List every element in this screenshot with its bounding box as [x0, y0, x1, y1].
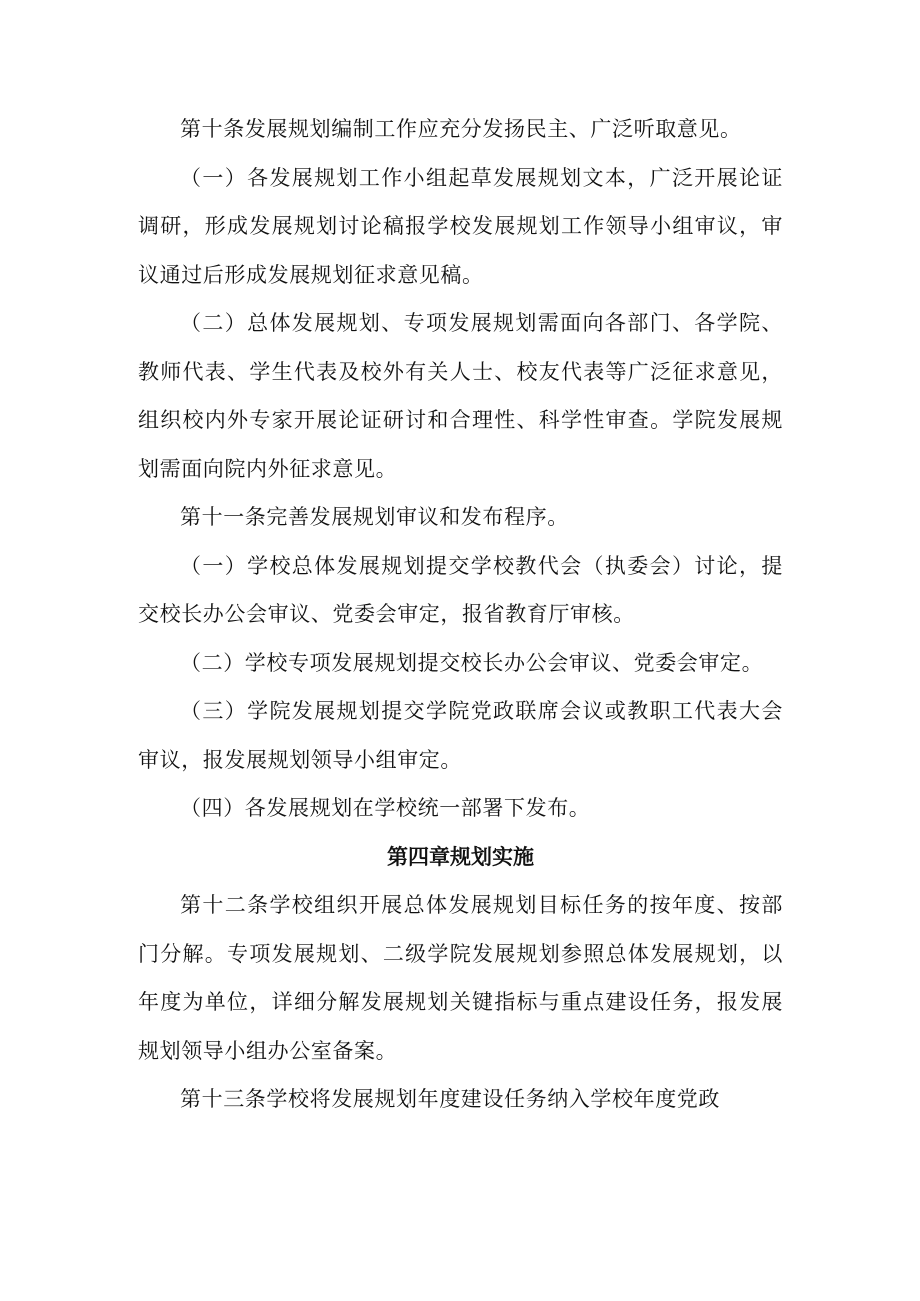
article-11-item-1: （一）学校总体发展规划提交学校教代会（执委会）讨论，提交校长办公会审议、党委会审定，报省教育厅审核。: [138, 553, 783, 626]
article-10-paragraph: 第十条发展规划编制工作应充分发扬民主、广泛听取意见。: [180, 117, 742, 141]
article-10-item-1: （一）各发展规划工作小组起草发展规划文本，广泛开展论证调研，形成发展规划讨论稿报学校发展规划工作领导小组审议，审议通过后形成发展规划征求意见稿。: [138, 165, 783, 287]
article-13-paragraph: 第十三条学校将发展规划年度建设任务纳入学校年度党政: [180, 1087, 720, 1111]
chapter-heading: 第四章规划实施: [387, 844, 534, 869]
article-11-item-4: （四）各发展规划在学校统一部署下发布。: [180, 796, 591, 820]
article-10-item-2: （二）总体发展规划、专项发展规划需面向各部门、各学院、教师代表、学生代表及校外有关人士、校友代表等广泛征求意见，组织校内外专家开展论证研讨和合理性、科学性审查。学院发展规划需面向院内外征求意见。: [138, 311, 783, 481]
article-11-paragraph: 第十一条完善发展规划审议和发布程序。: [180, 505, 569, 529]
article-12-paragraph: 第十二条学校组织开展总体发展规划目标任务的按年度、按部门分解。专项发展规划、二级学院发展规划参照总体发展规划，以年度为单位，详细分解发展规划关键指标与重点建设任务，报发展规划领导小组办公室备案。: [138, 893, 783, 1063]
article-11-item-2: （二）学校专项发展规划提交校长办公会审议、党委会审定。: [180, 650, 764, 675]
article-11-item-3: （三）学院发展规划提交学院党政联席会议或教职工代表大会审议，报发展规划领导小组审定。: [138, 699, 783, 772]
document-page: [138, 105, 783, 1124]
